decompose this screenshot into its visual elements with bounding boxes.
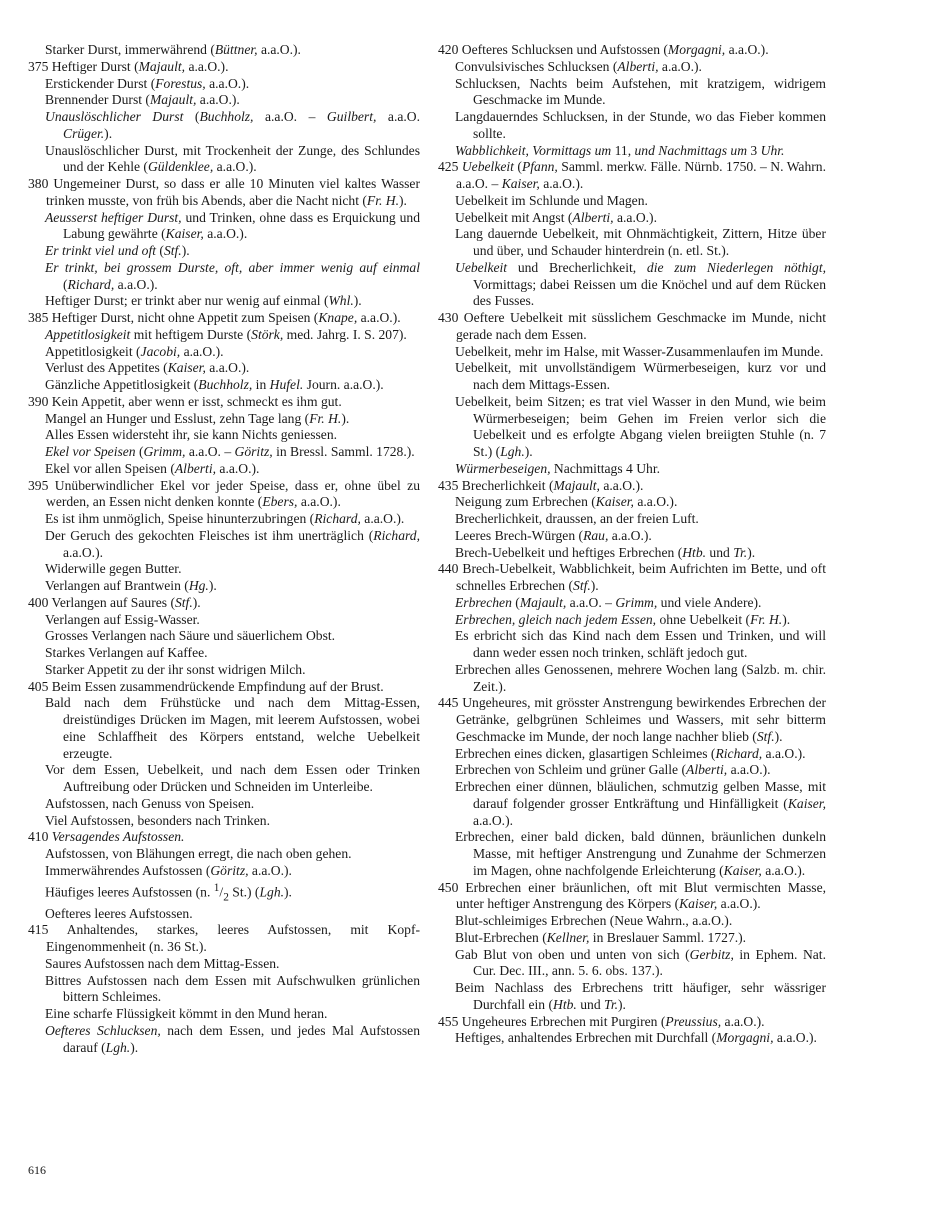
entry: Appetitlosigkeit (Jacobi, a.a.O.). <box>45 343 224 359</box>
entry: Grosses Verlangen nach Säure und säuerlichem Obst. <box>45 628 336 644</box>
entry: Gänzliche Appetitlosigkeit (Buchholz, in Hufel. Journ. a.a.O.). <box>45 377 384 392</box>
entry: Schlucksen, Nachts beim Aufstehen, mit kratzigem, widrigem Geschmacke im Munde. <box>455 75 826 108</box>
entry: Neigung zum Erbrechen (Kaiser, a.a.O.). <box>455 494 678 510</box>
entry: Uebelkeit und Brecherlichkeit, die zum Niederlegen nöthigt, Vormittags; dabei Reissen um die Knöchel und auf dem Rücken des Fusses. <box>455 259 826 309</box>
entry: Aufstossen, nach Genuss von Speisen. <box>45 795 255 811</box>
right-column <box>438 42 826 1047</box>
entry: Uebelkeit, mit unvollständigem Würmerbeseigen, kurz vor und nach dem Mittags-Essen. <box>455 360 826 392</box>
numbered-entry: 375 Heftiger Durst (Majault, a.a.O.). <box>28 58 229 74</box>
entry: Uebelkeit, mehr im Halse, mit Wasser-Zusammenlaufen im Munde. <box>455 343 824 359</box>
entry: Appetitlosigkeit mit heftigem Durste (Störk, med. Jahrg. I. S. 207). <box>45 326 407 342</box>
entry: Starkes Verlangen auf Kaffee. <box>45 645 208 660</box>
entry: Häufiges leeres Aufstossen (n. $^1/_2$ St.) (Lgh.). <box>45 881 292 903</box>
entry: Es ist ihm unmöglich, Speise hinunterzubringen (Richard, a.a.O.). <box>45 511 405 526</box>
entry: Heftiges, anhaltendes Erbrechen mit Durchfall (Morgagni, a.a.O.). <box>455 1030 817 1046</box>
entry: Oefteres Schlucksen, nach dem Essen, und jedes Mal Aufstossen darauf (Lgh.). <box>45 1022 421 1055</box>
entry: Erbrechen (Majault, a.a.O. – Grimm, und viele Andere). <box>455 594 762 610</box>
numbered-entry: 405 Beim Essen zusammendrückende Empfindung auf der Brust. <box>28 678 384 694</box>
left-column <box>28 42 420 1056</box>
entry: Lang dauernde Uebelkeit, mit Ohnmächtigkeit, Zittern, Hitze über und über, und Schauder hinterdrein (n. etl. St.). <box>455 226 826 258</box>
entry: Uebelkeit im Schlunde und Magen. <box>455 192 648 208</box>
entry: Erbrechen, einer bald dicken, bald dünnen, bräunlichen dunkeln Masse, mit heftiger Anstrengung und Zunahme der Schmerzen im Magen, ohne nachfolgende Erleichterung (Kaiser, a.a.O.). <box>455 829 826 878</box>
entry: Convulsivisches Schlucksen (Alberti, a.a.O.). <box>455 58 702 74</box>
entry: Beim Nachlass des Erbrechens tritt häufiger, sehr wässriger Durchfall ein (Htb. und Tr.). <box>455 980 826 1012</box>
numbered-entry: 445 Ungeheures, mit grösster Anstrengung bewirkendes Erbrechen der Getränke, gelbgrünen Schleimes und Wassers, mit sehr bitterm Geschmacke im Munde, der noch lange nachher blieb (Stf.). <box>438 695 826 744</box>
numbered-entry: 400 Verlangen auf Saures (Stf.). <box>28 594 201 610</box>
entry: Bald nach dem Frühstücke und nach dem Mittag-Essen, dreistündiges Drücken im Magen, mit leerem Aufstossen, wobei eine Schlaffheit des Körpers entstand, welche Uebelkeit erzeugte. <box>45 695 420 761</box>
entry: Er trinkt viel und oft (Stf.). <box>45 243 190 258</box>
entry: Erstickender Durst (Forestus, a.a.O.). <box>45 75 250 91</box>
entry: Immerwährendes Aufstossen (Göritz, a.a.O.). <box>45 862 292 878</box>
entry: Ekel vor allen Speisen (Alberti, a.a.O.). <box>45 460 260 476</box>
numbered-entry: 415 Anhaltendes, starkes, leeres Aufstossen, mit Kopf-Eingenommenheit (n. 36 St.). <box>28 922 420 954</box>
entry: Brech-Uebelkeit und heftiges Erbrechen (Htb. und Tr.). <box>455 544 756 560</box>
entry: Brecherlichkeit, draussen, an der freien Luft. <box>455 511 699 526</box>
entry: Verlangen auf Brantwein (Hg.). <box>45 578 217 593</box>
numbered-entry: 385 Heftiger Durst, nicht ohne Appetit zum Speisen (Knape, a.a.O.). <box>28 310 401 325</box>
entry: Alles Essen widersteht ihr, sie kann Nichts geniessen. <box>45 427 338 443</box>
entry: Erbrechen einer dünnen, bläulichen, schmutzig gelben Masse, mit darauf folgender grosser Entkräftung und Hinfälligkeit (Kaiser, a.a.O.). <box>455 779 826 828</box>
entry: Er trinkt, bei grossem Durste, oft, aber immer wenig auf einmal (Richard, a.a.O.). <box>45 259 420 292</box>
numbered-entry: 430 Oeftere Uebelkeit mit süsslichem Geschmacke im Munde, nicht gerade nach dem Essen. <box>438 310 826 342</box>
entry: Viel Aufstossen, besonders nach Trinken. <box>45 812 270 828</box>
entry: Langdauerndes Schlucksen, in der Stunde, wo das Fieber kommen sollte. <box>455 109 826 141</box>
numbered-entry: 435 Brecherlichkeit (Majault, a.a.O.). <box>438 477 644 493</box>
entry: Der Geruch des gekochten Fleisches ist ihm unerträglich (Richard, a.a.O.). <box>45 527 420 560</box>
entry: Wabblichkeit, Vormittags um 11, und Nachmittags um 3 Uhr. <box>455 142 785 158</box>
numbered-entry: 425 Uebelkeit (Pfann, Samml. merkw. Fälle. Nürnb. 1750. – N. Wahrn. a.a.O. – Kaiser, a.a.O.). <box>438 159 826 191</box>
entry: Unauslöschlicher Durst (Buchholz, a.a.O. – Guilbert, a.a.O. Crüger.). <box>45 109 420 141</box>
entry: Starker Durst, immerwährend (Büttner, a.a.O.). <box>45 42 301 57</box>
entry: Aufstossen, von Blähungen erregt, die nach oben gehen. <box>45 846 352 861</box>
entry: Oefteres leeres Aufstossen. <box>45 905 193 921</box>
entry: Starker Appetit zu der ihr sonst widrigen Milch. <box>45 661 306 677</box>
entry: Vor dem Essen, Uebelkeit, und nach dem Essen oder Trinken Auftreibung oder Drücken und Schneiden im Unterleibe. <box>45 762 420 794</box>
entry: Verlust des Appetites (Kaiser, a.a.O.). <box>45 360 250 376</box>
numbered-entry: 390 Kein Appetit, aber wenn er isst, schmeckt es ihm gut. <box>28 393 342 409</box>
entry: Gab Blut von oben und unten von sich (Gerbitz, in Ephem. Nat. Cur. Dec. III., ann. 5. 6. obs. 137.). <box>455 946 826 979</box>
entry: Bittres Aufstossen nach dem Essen mit Aufschwulken grünlichen bittern Schleimes. <box>45 972 420 1005</box>
entry: Leeres Brech-Würgen (Rau, a.a.O.). <box>455 527 652 543</box>
entry: Saures Aufstossen nach dem Mittag-Essen. <box>45 955 280 971</box>
entry: Unauslöschlicher Durst, mit Trockenheit der Zunge, des Schlundes und der Kehle (Güldenklee, a.a.O.). <box>45 142 420 175</box>
numbered-entry: 395 Unüberwindlicher Ekel vor jeder Speise, dass er, ohne übel zu werden, an Essen nicht denken konnte (Ebers, a.a.O.). <box>28 477 420 510</box>
numbered-entry: 380 Ungemeiner Durst, so dass er alle 10 Minuten viel kaltes Wasser trinken musste, von früh bis Abends, aber die Nacht nicht (Fr. H.). <box>28 176 420 208</box>
entry: Würmerbeseigen, Nachmittags 4 Uhr. <box>455 460 661 476</box>
entry: Erbrechen alles Genossenen, mehrere Wochen lang (Salzb. m. chir. Zeit.). <box>455 661 826 694</box>
entry: Ekel vor Speisen (Grimm, a.a.O. – Göritz, in Bressl. Samml. 1728.). <box>45 444 415 459</box>
entry: Es erbricht sich das Kind nach dem Essen und Trinken, und will dann weder essen noch trinken, schläft jedoch gut. <box>455 628 826 660</box>
entry: Heftiger Durst; er trinkt aber nur wenig auf einmal (Whl.). <box>45 293 362 309</box>
entry: Verlangen auf Essig-Wasser. <box>45 611 200 627</box>
entry: Uebelkeit mit Angst (Alberti, a.a.O.). <box>455 209 657 225</box>
entry: Aeusserst heftiger Durst, und Trinken, ohne dass es Erquickung und Labung gewährte (Kaiser, a.a.O.). <box>45 209 420 242</box>
entry: Blut-Erbrechen (Kellner, in Breslauer Samml. 1727.). <box>455 929 747 945</box>
entry: Erbrechen von Schleim und grüner Galle (Alberti, a.a.O.). <box>455 762 771 778</box>
numbered-entry: 420 Oefteres Schlucksen und Aufstossen (Morgagni, a.a.O.). <box>438 42 769 57</box>
entry: Brennender Durst (Majault, a.a.O.). <box>45 92 240 108</box>
entry: Erbrechen eines dicken, glasartigen Schleimes (Richard, a.a.O.). <box>455 745 806 761</box>
numbered-entry: 455 Ungeheures Erbrechen mit Purgiren (Preussius, a.a.O.). <box>438 1013 765 1029</box>
entry: Eine scharfe Flüssigkeit kömmt in den Mund heran. <box>45 1006 328 1021</box>
entry: Blut-schleimiges Erbrechen (Neue Wahrn., a.a.O.). <box>455 913 733 928</box>
entry: Erbrechen, gleich nach jedem Essen, ohne Uebelkeit (Fr. H.). <box>455 611 791 627</box>
entry: Uebelkeit, beim Sitzen; es trat viel Wasser in den Mund, wie beim Würmerbeseigen; beim Gehen im Freien verlor sich die Uebelkeit und es erfolgte Abgang vielen breiigten Stuhle (n. 7 St.) (Lgh.). <box>455 393 826 459</box>
entry: Widerwille gegen Butter. <box>45 561 182 577</box>
numbered-entry: 410 Versagendes Aufstossen. <box>28 829 185 845</box>
numbered-entry: 440 Brech-Uebelkeit, Wabblichkeit, beim Aufrichten im Bette, und oft schnelles Erbrechen (Stf.). <box>438 561 826 593</box>
page-number: 616 <box>28 1163 46 1177</box>
numbered-entry: 450 Erbrechen einer bräunlichen, oft mit Blut vermischten Masse, unter heftiger Anstrengung des Körpers (Kaiser, a.a.O.). <box>438 879 826 912</box>
entry: Mangel an Hunger und Esslust, zehn Tage lang (Fr. H.). <box>45 410 350 426</box>
